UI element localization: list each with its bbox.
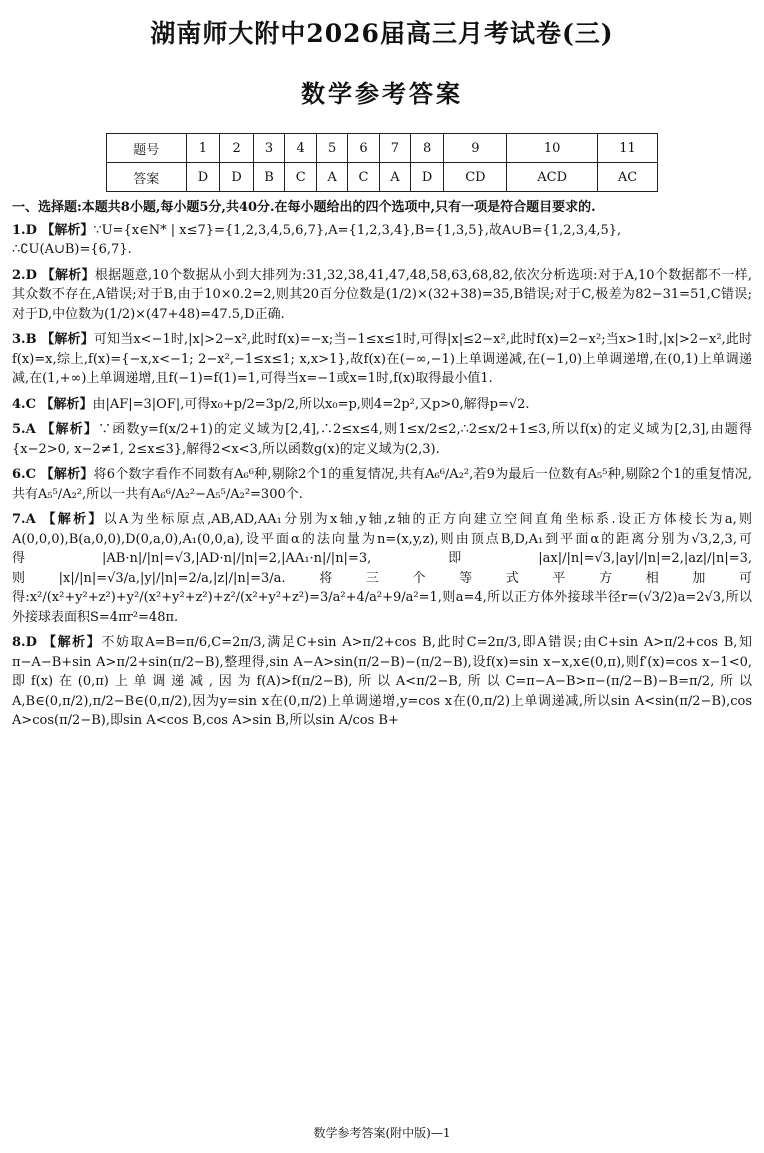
answer-table-number-cell: 7 [380,134,411,163]
solution-item [12,221,752,260]
answer-table-row-answers [107,163,658,192]
answer-table-number-cell: 9 [444,134,507,163]
answer-table-number-cell: 1 [186,134,220,163]
answer-table-label-number: 题号 [107,134,187,163]
solution-list [12,221,752,731]
answer-table-answer-cell: D [410,163,444,192]
solution-text: ∵U={x∈N* | x≤7}={1,2,3,4,5,6,7},A={1,2,3,4},B={1,3,5},故A∪B={1,2,3,4,5}, [93,222,622,238]
solution-text: 由|AF|=3|OF|,可得x₀+p/2=3p/2,所以x₀=p,则4=2p²,又p>0,解得p=√2. [92,396,530,412]
page-footer: 数学参考答案(附中版)—1 [313,1126,451,1140]
answer-table-answer-cell: ACD [507,163,598,192]
solution-text: 不妨取A=B=π/6,C=2π/3,满足C+sin A>π/2+cos B,此时C=2π/3,即A错误;由C+sin A>π/2+cos B,知π−A−B+sin A>π/2+sin(π/2−B),整理得,sin A−A>sin(π/2−B)−(π/2−B),设f(x)=sin x−x,x∈(0,π),则f′(x)=cos x−1<0,即f(x)在(0,π)上单调递减,因为f(A)>f(π/2−B),所以A<π/2−B,所以C=π−A−B>π−(π/2−B)−B=π/2,所以A,B∈(0,π/2),π/2−B∈(0,π/2),因为y=sin x在(0,π/2)上单调递增,y=cos x在(0,π/2)上单调递减,所以sin A<sin(π/2−B),cos A>cos(π/2−B),即sin A<cos B,cos A>sin B,所以sin A/cos B+ [12,635,752,728]
answer-table-number-cell: 8 [410,134,444,163]
page-subtitle: 数学参考答案 [301,79,463,108]
solution-item [12,266,752,325]
solution-label: 1.D 【解析】 [12,222,94,238]
solution-item [12,395,752,415]
solution-label: 4.C 【解析】 [12,396,93,412]
answer-table-answer-cell: C [285,163,317,192]
solution-item [12,420,752,459]
solutions-body [12,198,752,737]
solution-label: 5.A 【解析】 [12,422,99,437]
answer-table-answer-cell: AC [597,163,657,192]
solution-label: 7.A 【解析】 [12,512,104,527]
answer-table-number-cell: 3 [253,134,284,163]
answer-table-answer-cell: D [186,163,220,192]
solution-label: 8.D 【解析】 [12,635,102,650]
answer-table-answer-cell: A [380,163,411,192]
solution-text: 将6个数字看作不同数有A₆⁶种,剔除2个1的重复情况,共有A₆⁶/A₂²,若9为最后一位数有A₅⁵种,剔除2个1的重复情况,共有A₅⁵/A₂²,所以一共有A₆⁶/A₂²−A₅⁵/A₂²=300个. [12,467,752,502]
solution-label: 6.C 【解析】 [12,467,94,482]
solution-item [12,330,752,389]
solution-text: ∵函数y=f(x/2+1)的定义域为[2,4],∴2≤x≤4,则1≤x/2≤2,∴2≤x/2+1≤3,所以f(x)的定义域为[2,3],由题得{x−2>0, x−2≠1, 2≤x≤3},解得2<x<3,所以函数g(x)的定义域为(2,3). [12,422,752,457]
solution-item [12,510,752,627]
solution-text: 根据题意,10个数据从小到大排列为:31,32,38,41,47,48,58,63,68,82,依次分析选项:对于A,10个数据都不一样,其众数不存在,A错误;对于B,由于10×0.2=2,则其20百分位数是(1/2)×(32+38)=35,B错误;对于C,极差为82−31=51,C错误;对于D,中位数为(1/2)×(47+48)=47.5,D正确. [12,267,753,322]
answer-table-number-cell: 5 [317,134,348,163]
answer-table-answer-cell: B [253,163,284,192]
solution-text: 以A为坐标原点,AB,AD,AA₁分别为x轴,y轴,z轴的正方向建立空间直角坐标系.设正方体棱长为a,则A(0,0,0),B(a,0,0),D(0,a,0),A₁(0,0,a),设平面α的法向量为n=(x,y,z),则由顶点B,D,A₁到平面α的距离分别为√3,2,3,可得|AB·n|/|n|=√3,|AD·n|/|n|=2,|AA₁·n|/|n|=3,即|ax|/|n|=√3,|ay|/|n|=2,|az|/|n|=3,则|x|/|n|=√3/a,|y|/|n|=2/a,|z|/|n|=3/a.将三个等式平方相加可得:x²/(x²+y²+z²)+y²/(x²+y²+z²)+z²/(x²+y²+z²)=3/a²+4/a²+9/a²=1,则a=4,所以正方体外接球半径r=(√3/2)a=2√3,所以外接球表面积S=4πr²=48π. [12,512,752,625]
answer-table-row-numbers [107,134,658,163]
solution-text: ∴∁U(A∪B)={6,7}. [12,242,132,257]
solution-label: 2.D 【解析】 [12,267,95,283]
answer-table-answer-cell: D [220,163,254,192]
solution-item [12,633,752,731]
page-title: 湖南师大附中2026届高三月考试卷(三) [150,19,614,48]
answer-table-number-cell: 11 [597,134,657,163]
answer-table-answer-cell: A [317,163,348,192]
answer-table-number-cell: 6 [347,134,379,163]
answer-table [106,133,658,192]
solution-label: 3.B 【解析】 [12,332,94,347]
section-heading: 一、选择题:本题共8小题,每小题5分,共40分.在每小题给出的四个选项中,只有一项是符合题目要求的. [12,200,596,215]
answer-table-number-cell: 10 [507,134,598,163]
answer-table-label-answer: 答案 [107,163,187,192]
solution-item [12,465,752,504]
answer-table-answer-cell: C [347,163,379,192]
answer-table-number-cell: 2 [220,134,254,163]
answer-table-answer-cell: CD [444,163,507,192]
solution-text: 可知当x<−1时,|x|>2−x²,此时f(x)=−x;当−1≤x≤1时,可得|x|≤2−x²,此时f(x)=2−x²;当x>1时,|x|>2−x²,此时f(x)=x,综上,f(x)={−x,x<−1; 2−x²,−1≤x≤1; x,x>1},故f(x)在(−∞,−1)上单调递减,在(−1,0)上单调递增,在(0,1)上单调递减,在(1,+∞)上单调递增,且f(−1)=f(1)=1,可得当x=−1或x=1时,f(x)取得最小值1. [12,332,752,386]
answer-table-number-cell: 4 [285,134,317,163]
